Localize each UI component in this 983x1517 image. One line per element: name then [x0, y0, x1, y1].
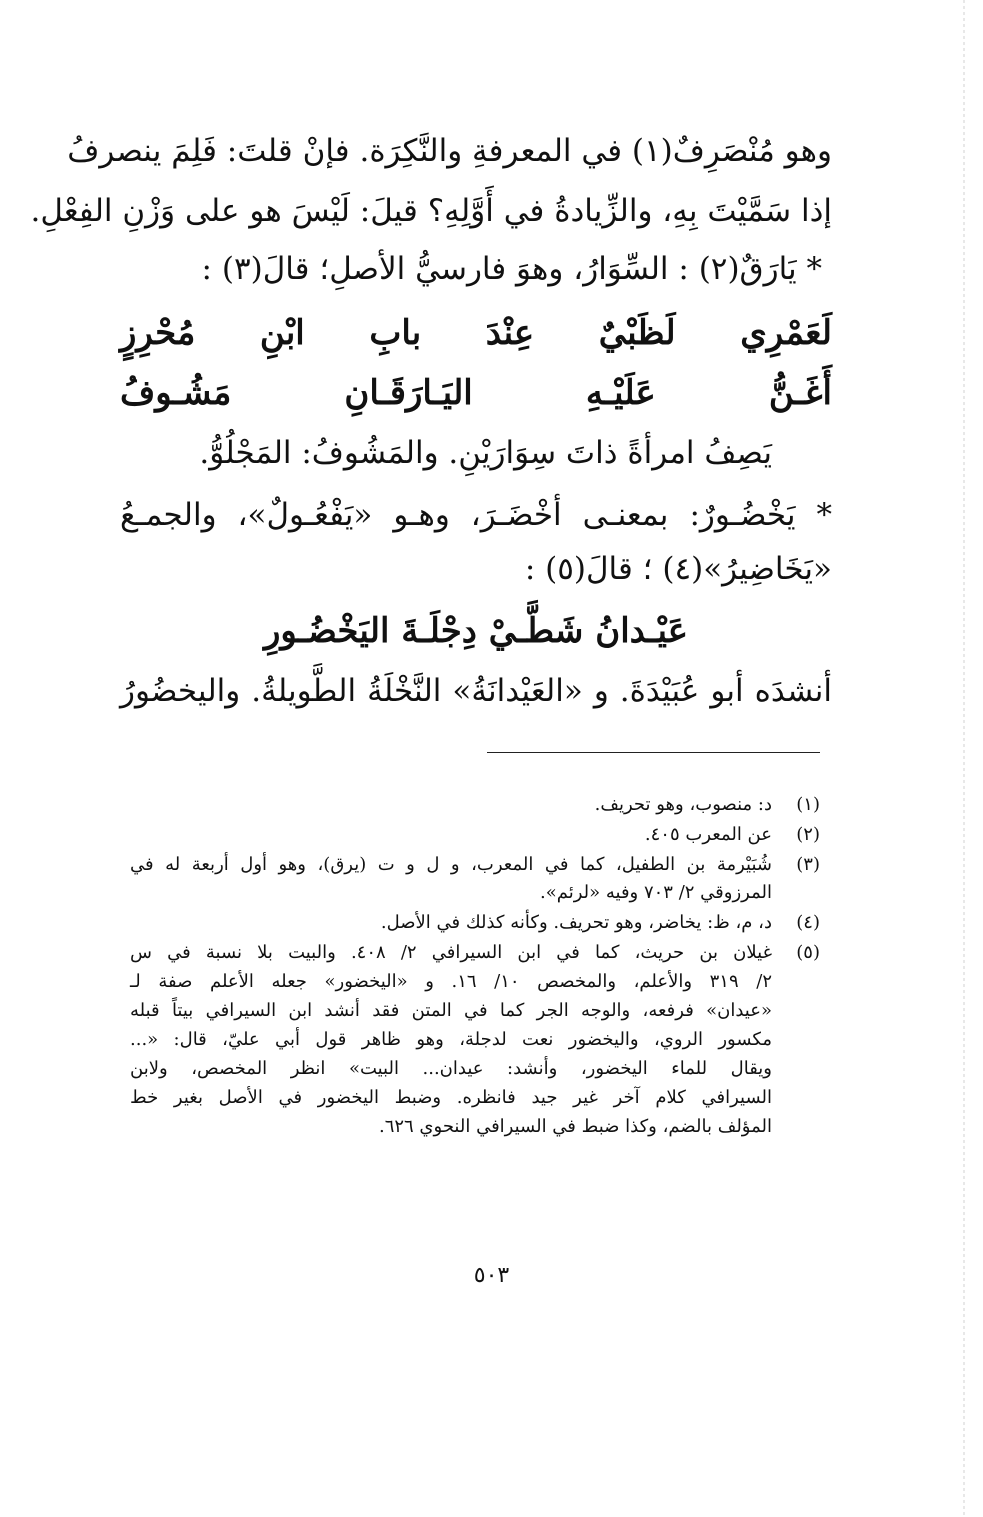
- footnote-number: (٢): [796, 824, 820, 845]
- footnote-number: (٤): [796, 912, 820, 933]
- footnote-line: ٢/ ٣١٩ والأعلم، والمخصص ١٠/ ١٦. و «اليخضور» جعله الأعلم صفة لـ: [130, 971, 772, 992]
- footnote-line: شُبَيْرمة بن الطفيل، كما في المعرب، و ل و ت (يرق)، وهو أول أربعة له في: [130, 854, 772, 875]
- footnote-line: عن المعرب ٤٠٥.: [644, 824, 772, 845]
- main-line-6: «يَخَاضِيرُ»(٤) ؛ قالَ(٥) :: [524, 551, 832, 587]
- footnote-line: مكسور الروي، واليخضور نعت لدجلة، وهو ظاهر قول أبي عليّ، قال: «...: [130, 1029, 772, 1050]
- footnote-line: المرزوقي ٢/ ٧٠٣ وفيه «لرئم».: [539, 882, 772, 903]
- page-number: ٥٠٣: [473, 1263, 510, 1288]
- main-line-4: يَصِفُ امرأةً ذاتَ سِوَارَيْنِ. والمَشُوفُ: المَجْلُوُّ.: [199, 435, 772, 471]
- verse-line-3: عَيْـدانُ شَطَّـيْ دِجْلَـةَ اليَخْضُـورِ: [263, 611, 688, 651]
- footnote-line: ويقال للماء اليخضور، وأنشد: عيدان... البيت» انظر المخصص، ولابن: [130, 1058, 772, 1079]
- main-line-3: * يَارَقٌ(٢) : السِّوَارُ، وهوَ فارسيُّ الأصلِ؛ قالَ(٣) :: [201, 251, 822, 287]
- verse-line-1: لَعَمْرِي لَظَبْيٌ عِنْدَ بابِ ابْنِ مُحْرِزٍ: [120, 313, 832, 353]
- footnote-line: غيلان بن حريث، كما في ابن السيرافي ٢/ ٤٠٨. والبيت بلا نسبة في س: [130, 942, 772, 963]
- footnote-line: السيرافي كلام آخر غير جيد فانظره. وضبط اليخضور في الأصل بغير خط: [130, 1087, 772, 1108]
- footnote-number: (٥): [796, 942, 820, 963]
- main-line-7: أنشدَه أبو عُبَيْدَةَ. و «العَيْدانَةُ» النَّخْلَةُ الطَّويلةُ. واليخضُورُ: [120, 673, 832, 709]
- main-line-5: * يَخْضُـورٌ: بمعنـى أخْضَـرَ، وهـو «يَفْعُـولٌ»، والجمـعُ: [120, 497, 832, 533]
- footnote-separator: [487, 752, 820, 753]
- footnote-line: د: منصوب، وهو تحريف.: [594, 794, 772, 815]
- scan-edge-mark: [963, 0, 965, 1517]
- footnote-line: د، م، ظ: يخاضر، وهو تحريف. وكأنه كذلك في الأصل.: [380, 912, 772, 933]
- footnote-line: «عيدان» فرفعه، والوجه الجر كما في المتن فقد أنشد ابن السيرافي بيتاً قبله: [130, 1000, 772, 1021]
- footnote-number: (٣): [796, 854, 820, 875]
- footnote-number: (١): [796, 794, 820, 815]
- footnote-line: المؤلف بالضم، وكذا ضبط في السيرافي النحوي ٦٢٦.: [378, 1116, 772, 1137]
- main-line-2: إذا سَمَّيْتَ بِهِ، والزِّيادةُ في أَوَّلِهِ؟ قيلَ: لَيْسَ هو على وَزْنِ الفِعْلِ.: [30, 193, 832, 229]
- main-line-1: وهو مُنْصَرِفٌ(١) في المعرفةِ والنَّكِرَة. فإنْ قلتَ: فَلِمَ ينصرفُ: [67, 133, 832, 169]
- verse-line-2: أَغَـنُّ عَلَيْـهِ اليَـارَقَـانِ مَشُـوفُ: [120, 373, 832, 413]
